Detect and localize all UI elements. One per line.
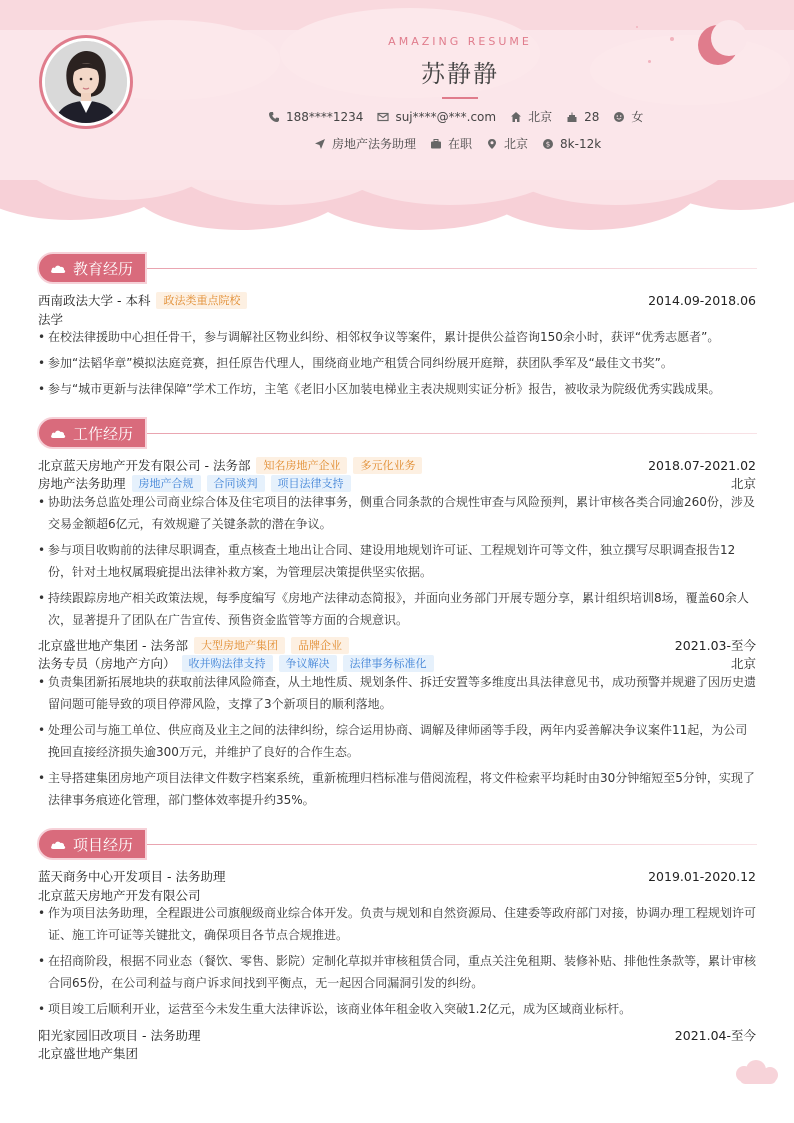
project-period: 2021.04-至今: [674, 1028, 756, 1043]
job-bullets: [38, 671, 758, 815]
job-city: 北京: [730, 656, 756, 671]
salary-info: [542, 137, 601, 151]
list-item: • 参与项目收购前的法律尽职调查，重点核查土地出让合同、建设用地规划许可证、工程规划许可等文件，独立撰写尽职调查报告12份，针对土地权属瑕疵提出法律补救方案，为管理层决策提供坚实依据。: [38, 539, 758, 583]
project-name: 蓝天商务中心开发项目 - 法务助理: [38, 869, 226, 884]
skill-tag: 争议解决: [279, 655, 337, 672]
city-value: 北京: [528, 110, 553, 124]
skill-tag: 法律事务标准化: [343, 655, 434, 672]
list-item: • 在校法律援助中心担任骨干，参与调解社区物业纠纷、相邻权争议等案件，累计提供公益咨询150余小时，获评“优秀志愿者”。: [38, 326, 758, 348]
list-item: • 作为项目法务助理，全程跟进公司旗舰级商业综合体开发。负责与规划和自然资源局、住建委等政府部门对接，协调办理工程规划许可证、施工许可证等关键批文，确保项目各节点合规推进。: [38, 902, 758, 946]
list-item: • 持续跟踪房地产相关政策法规，每季度编写《房地产法律动态简报》，并面向业务部门开展专题分享，累计组织培训8场，覆盖60余人次，显著提升了团队在广告宣传、预售资金监管等方面的合规意识。: [38, 587, 758, 631]
job-company-row: [38, 456, 756, 474]
list-item: • 处理公司与施工单位、供应商及业主之间的法律纠纷，综合运用协商、调解及律师函等手段，两年内妥善解决争议案件11起，为公司挽回直接经济损失逾300万元，并维护了良好的合作生态。: [38, 719, 758, 763]
project-org-row: [38, 1044, 756, 1062]
resume-header: [160, 35, 760, 99]
skill-tag: 合同谈判: [207, 475, 265, 492]
job-intent-row: [314, 135, 601, 152]
svg-text:$: $: [545, 140, 551, 148]
work-section-title: [37, 417, 757, 451]
phone-icon: [268, 111, 280, 123]
cloud-icon: [50, 429, 66, 439]
project-name-row: [38, 867, 756, 885]
target-city-info: [486, 135, 528, 152]
age-value: 28: [584, 109, 600, 124]
list-item: • 参与“城市更新与法律保障”学术工作坊，主笔《老旧小区加装电梯业主表决规则实证分析》报告，被收录为院级优秀实践成果。: [38, 378, 758, 400]
salary-value: 8k-12k: [560, 136, 602, 151]
status-value: 在职: [448, 137, 473, 151]
job-position: 法务专员（房地产方向）: [38, 656, 176, 671]
job-company-row: [38, 636, 756, 654]
cake-icon: [566, 111, 578, 123]
project-org: 北京蓝天房地产开发有限公司: [38, 888, 201, 903]
job-position-row: [38, 474, 756, 492]
education-section-title: [37, 252, 757, 286]
work-title: 工作经历: [73, 424, 134, 443]
education-title: 教育经历: [73, 259, 134, 278]
job-bullets: [38, 491, 758, 635]
candidate-name: 苏静静: [421, 60, 499, 88]
school-name: 西南政法大学 - 本科: [38, 293, 151, 308]
project-name: 阳光家园旧改项目 - 法务助理: [38, 1028, 201, 1043]
city-info: [510, 108, 552, 125]
skill-tag: 项目法律支持: [271, 475, 351, 492]
job-period: 2018.07-2021.02: [648, 457, 756, 473]
company-tag: 大型房地产集团: [194, 637, 285, 654]
company-name: 北京盛世地产集团 - 法务部: [38, 638, 188, 653]
school-tag: 政法类重点院校: [156, 292, 247, 309]
job-city: 北京: [730, 476, 756, 491]
job-position: 房地产法务助理: [38, 476, 126, 491]
briefcase-icon: [430, 138, 442, 150]
phone-info: [268, 110, 363, 124]
location-pin-icon: [486, 138, 498, 150]
project-org: 北京盛世地产集团: [38, 1046, 139, 1061]
project-bullets: [38, 902, 758, 1024]
education-period: 2014.09-2018.06: [648, 292, 756, 308]
list-item: • 协助法务总监处理公司商业综合体及住宅项目的法律事务，侧重合同条款的合规性审查与风险预判，累计审核各类合同逾260份，涉及交易金额超6亿元，有效规避了关键条款的潜在争议。: [38, 491, 758, 535]
cloud-decoration-icon: [730, 1060, 784, 1086]
list-item: • 在招商阶段，根据不同业态（餐饮、零售、影院）定制化草拟并审核租赁合同，重点关注免租期、装修补贴、排他性条款等，累计审核合同65份，在公司利益与商户诉求间找到平衡点，无一起因合同漏洞引发的纠纷。: [38, 950, 758, 994]
target-position-value: 房地产法务助理: [332, 137, 417, 151]
education-bullets: [38, 326, 758, 404]
send-icon: [314, 138, 326, 150]
skill-tag: 收并购法律支持: [182, 655, 273, 672]
project-title: 项目经历: [73, 835, 134, 854]
target-position-info: [314, 135, 416, 152]
job-period: 2021.03-至今: [674, 638, 756, 653]
status-info: [430, 135, 472, 152]
company-tag: 知名房地产企业: [256, 457, 347, 474]
mail-icon: [377, 111, 389, 123]
cloud-icon: [50, 264, 66, 274]
phone-value: 188****1234: [286, 109, 364, 124]
project-name-row: [38, 1026, 756, 1044]
project-section-title: [37, 828, 757, 862]
company-tag: 多元化业务: [353, 457, 422, 474]
list-item: • 负责集团新拓展地块的获取前法律风险筛查，从土地性质、规划条件、拆迁安置等多维度出具法律意见书，成功预警并规避了因历史遗留问题可能导致的项目停滞风险，支撑了3个新项目的顺利落地。: [38, 671, 758, 715]
major: 法学: [38, 312, 64, 327]
education-school-row: [38, 291, 756, 309]
skill-tag: 房地产合规: [132, 475, 201, 492]
email-value: suj****@***.com: [395, 109, 497, 124]
resume-tagline: AMAZING RESUME: [388, 35, 532, 48]
company-tag: 品牌企业: [291, 637, 349, 654]
money-icon: [542, 138, 554, 150]
target-city-value: 北京: [504, 137, 529, 151]
age-info: [566, 110, 599, 124]
job-position-row: [38, 654, 756, 672]
list-item: • 主导搭建集团房地产项目法律文件数字档案系统，重新梳理归档标准与借阅流程，将文件检索平均耗时由30分钟缩短至5分钟，实现了法律事务痕迹化管理，部门整体效率提升约35%。: [38, 767, 758, 811]
list-item: • 参加“法韬华章”模拟法庭竞赛，担任原告代理人，围绕商业地产租赁合同纠纷展开庭辩，获团队季军及“最佳文书奖”。: [38, 352, 758, 374]
home-icon: [510, 111, 522, 123]
email-info: [377, 110, 496, 124]
avatar: [39, 35, 133, 129]
project-period: 2019.01-2020.12: [648, 868, 756, 884]
name-underline: [442, 97, 478, 99]
cloud-icon: [50, 840, 66, 850]
company-name: 北京蓝天房地产开发有限公司 - 法务部: [38, 458, 251, 473]
list-item: • 项目竣工后顺利开业，运营至今未发生重大法律诉讼，该商业体年租金收入突破1.2亿元，成为区域商业标杆。: [38, 998, 758, 1020]
gender-info: [613, 108, 643, 125]
contact-info-row: [268, 108, 643, 125]
smile-icon: [613, 111, 625, 123]
gender-value: 女: [631, 110, 644, 124]
